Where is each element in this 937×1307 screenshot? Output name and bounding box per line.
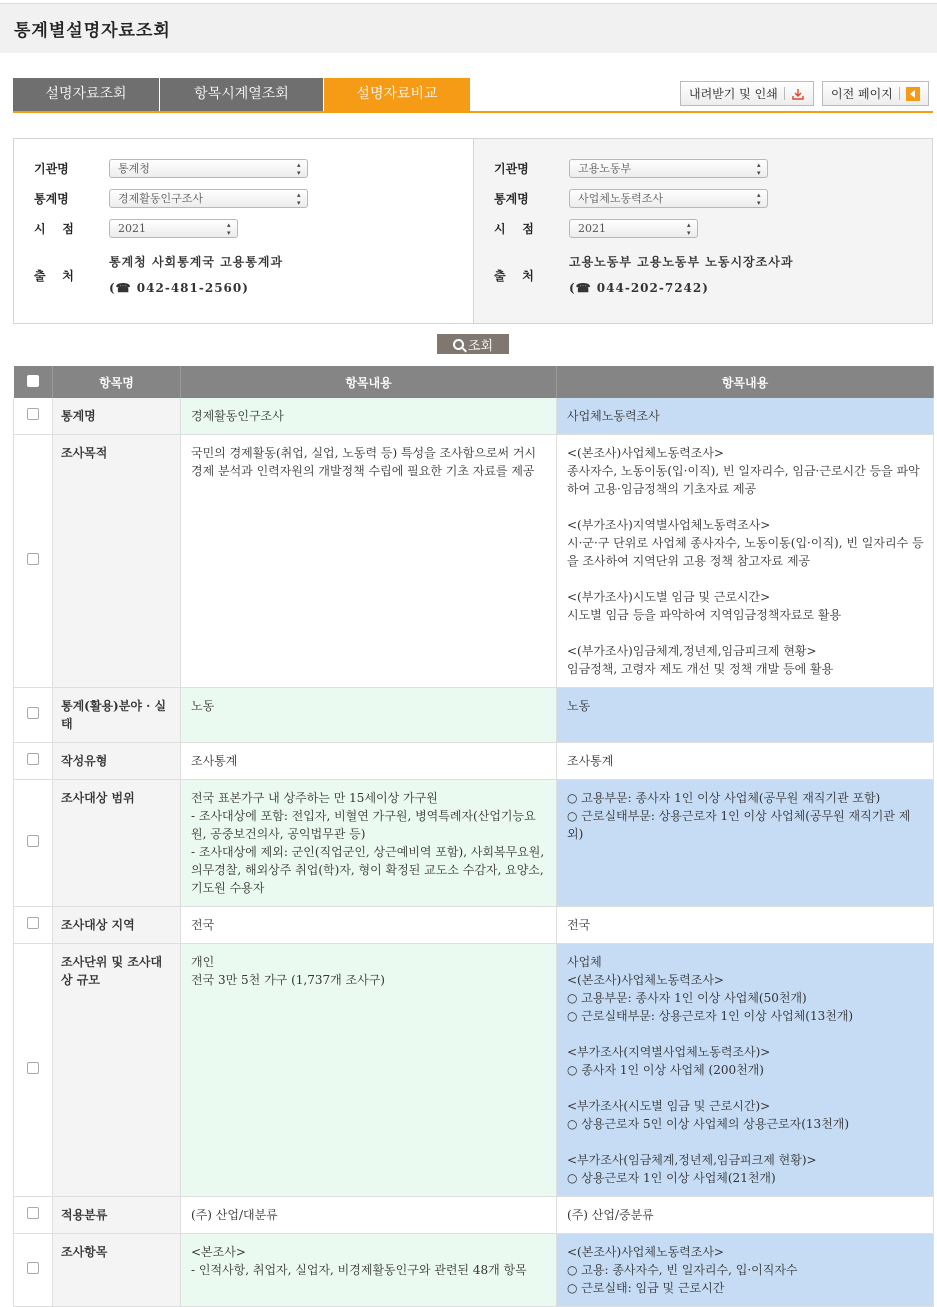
row-checkbox[interactable]	[27, 707, 39, 719]
left-content-header: 항목내용	[181, 366, 557, 398]
left-content: 개인 전국 3만 5천 가구 (1,737개 조사구)	[181, 944, 557, 1197]
row-checkbox[interactable]	[27, 917, 39, 929]
select-all-header	[14, 366, 53, 398]
right-org-select[interactable]: 고용노동부 ▴▾	[569, 159, 768, 178]
search-label: 조회	[467, 338, 494, 354]
source-label: 출 처	[494, 268, 534, 283]
right-content: 사업체 <(본조사)사업체노동력조사> ○ 고용부문: 종사자 1인 이상 사업체(50천개) ○ 근로실태부문: 상용근로자 1인 이상 사업체(13천개) <부가조사(지역별사업체노동력조사)> ○ 종사자 1인 이상 사업체 (200천개) <부가조사(시도별 임금 및 근로시간)> ○ 상용근로자 5인 이상 사업체의 상용근로자(13천개) <부가조사(임금체계,정년제,임금피크제 현황)> ○ 상용근로자 1인 이상 사업체(21천개)	[557, 944, 934, 1197]
stat-label: 통계명	[34, 192, 69, 206]
row-checkbox[interactable]	[27, 1262, 39, 1274]
left-content: 국민의 경제활동(취업, 실업, 노동력 등) 특성을 조사함으로써 거시경제 분석과 인력자원의 개발정책 수립에 필요한 기초 자료를 제공	[181, 435, 557, 688]
tab-item-timeseries[interactable]: 항목시계열조회	[160, 78, 324, 111]
right-source-phone: (☎ 044-202-7242)	[569, 281, 709, 295]
download-print-button[interactable]	[680, 81, 814, 106]
row-select-cell	[14, 780, 53, 907]
right-criteria	[474, 139, 932, 323]
left-time-select[interactable]: 2021 ▴▾	[109, 219, 238, 238]
item-name-header: 항목명	[53, 366, 181, 398]
item-name: 작성유형	[53, 743, 181, 780]
tab-underline	[13, 111, 933, 113]
table-row	[14, 743, 934, 780]
left-content: <본조사> - 인적사항, 취업자, 실업자, 비경제활동인구와 관련된 48개 항목	[181, 1234, 557, 1307]
row-checkbox[interactable]	[27, 835, 39, 847]
divider	[899, 87, 900, 100]
previous-page-label: 이전 페이지	[831, 87, 893, 101]
left-content: 전국 표본가구 내 상주하는 만 15세이상 가구원 - 조사대상에 포함: 전입자, 비혈연 가구원, 병역특례자(산업기능요원, 공중보건의사, 공익법무관 등) - 조사대상에 제외: 군인(직업군인, 상근예비역 포함), 사회복무요원, 의무경찰, 해외상주 취업(학)자, 형이 확정된 교도소 수감자, 요양소, 기도원 수용자	[181, 780, 557, 907]
right-content-header: 항목내용	[557, 366, 934, 398]
table-row	[14, 435, 934, 688]
table-row	[14, 398, 934, 435]
download-print-label: 내려받기 및 인쇄	[689, 87, 778, 101]
org-label: 기관명	[34, 162, 69, 176]
table-row	[14, 1197, 934, 1234]
right-time-select[interactable]: 2021 ▴▾	[569, 219, 698, 238]
row-select-cell	[14, 688, 53, 743]
right-content: ○ 고용부문: 종사자 1인 이상 사업체(공무원 재직기관 포함) ○ 근로실태부문: 상용근로자 1인 이상 사업체(공무원 재직기관 제외)	[557, 780, 934, 907]
item-name: 조사단위 및 조사대상 규모	[53, 944, 181, 1197]
left-source-dept: 통계청 사회통계국 고용통계과	[109, 255, 284, 269]
left-criteria	[14, 139, 474, 323]
left-content: (주) 산업/대분류	[181, 1197, 557, 1234]
right-source	[569, 249, 793, 301]
item-name: 조사대상 범위	[53, 780, 181, 907]
comparison-table	[13, 366, 934, 1307]
right-stat-select[interactable]: 사업체노동력조사 ▴▾	[569, 189, 768, 208]
left-source-phone: (☎ 042-481-2560)	[109, 281, 249, 295]
previous-page-button[interactable]	[822, 81, 929, 106]
row-checkbox[interactable]	[27, 553, 39, 565]
row-checkbox[interactable]	[27, 1207, 39, 1219]
right-content: (주) 산업/중분류	[557, 1197, 934, 1234]
select-all-checkbox[interactable]	[27, 375, 39, 387]
table-row	[14, 688, 934, 743]
search-button[interactable]	[437, 334, 509, 354]
row-select-cell	[14, 1234, 53, 1307]
table-row	[14, 780, 934, 907]
item-name: 조사대상 지역	[53, 907, 181, 944]
item-name: 적용분류	[53, 1197, 181, 1234]
row-checkbox[interactable]	[27, 753, 39, 765]
item-name: 통계(활용)분야 · 실태	[53, 688, 181, 743]
time-label: 시 점	[494, 222, 534, 236]
table-row	[14, 907, 934, 944]
download-icon	[791, 87, 805, 101]
tab-description-lookup[interactable]: 설명자료조회	[13, 78, 160, 111]
comparison-criteria-panel	[13, 138, 933, 324]
row-select-cell	[14, 907, 53, 944]
left-content: 전국	[181, 907, 557, 944]
row-select-cell	[14, 398, 53, 435]
right-source-dept: 고용노동부 고용노동부 노동시장조사과	[569, 255, 794, 269]
row-select-cell	[14, 435, 53, 688]
tab-description-compare[interactable]: 설명자료비교	[324, 78, 471, 111]
row-checkbox[interactable]	[27, 1062, 39, 1074]
item-name: 조사목적	[53, 435, 181, 688]
table-header-row	[14, 366, 934, 398]
right-content: 조사통계	[557, 743, 934, 780]
table-row	[14, 944, 934, 1197]
right-content: 노동	[557, 688, 934, 743]
row-checkbox[interactable]	[27, 408, 39, 420]
right-content: 사업체노동력조사	[557, 398, 934, 435]
left-content: 경제활동인구조사	[181, 398, 557, 435]
back-arrow-icon	[906, 87, 920, 101]
page-title: 통계별설명자료조회	[14, 21, 171, 41]
left-content: 노동	[181, 688, 557, 743]
item-name: 조사항목	[53, 1234, 181, 1307]
org-label: 기관명	[494, 162, 529, 176]
right-content: 전국	[557, 907, 934, 944]
left-org-select[interactable]: 통계청 ▴▾	[109, 159, 308, 178]
search-icon	[453, 339, 464, 350]
right-content: <(본조사)사업체노동력조사> 종사자수, 노동이동(입·이직), 빈 일자리수, 임금·근로시간 등을 파악하여 고용·임금정책의 기초자료 제공 <(부가조사)지역별사업체노동력조사> 시·군·구 단위로 사업체 종사자수, 노동이동(입·이직), 빈 일자리수 등을 조사하여 지역단위 고용 정책 참고자료 제공 <(부가조사)시도별 임금 및 근로시간> 시도별 임금 등을 파악하여 지역임금정책자료로 활용 <(부가조사)임금체계,정년제,임금피크제 현황> 임금정책, 고령자 제도 개선 및 정책 개발 등에 활용	[557, 435, 934, 688]
row-select-cell	[14, 743, 53, 780]
left-stat-select[interactable]: 경제활동인구조사 ▴▾	[109, 189, 308, 208]
row-select-cell	[14, 1197, 53, 1234]
item-name: 통계명	[53, 398, 181, 435]
source-label: 출 처	[34, 268, 74, 283]
left-content: 조사통계	[181, 743, 557, 780]
divider	[784, 87, 785, 100]
tab-bar	[13, 78, 471, 111]
left-source	[109, 249, 283, 301]
time-label: 시 점	[34, 222, 74, 236]
row-select-cell	[14, 944, 53, 1197]
right-content: <(본조사)사업체노동력조사> ○ 고용: 종사자수, 빈 일자리수, 입·이직자수 ○ 근로실태: 임금 및 근로시간	[557, 1234, 934, 1307]
stat-label: 통계명	[494, 192, 529, 206]
title-bar	[0, 3, 937, 53]
table-row	[14, 1234, 934, 1307]
